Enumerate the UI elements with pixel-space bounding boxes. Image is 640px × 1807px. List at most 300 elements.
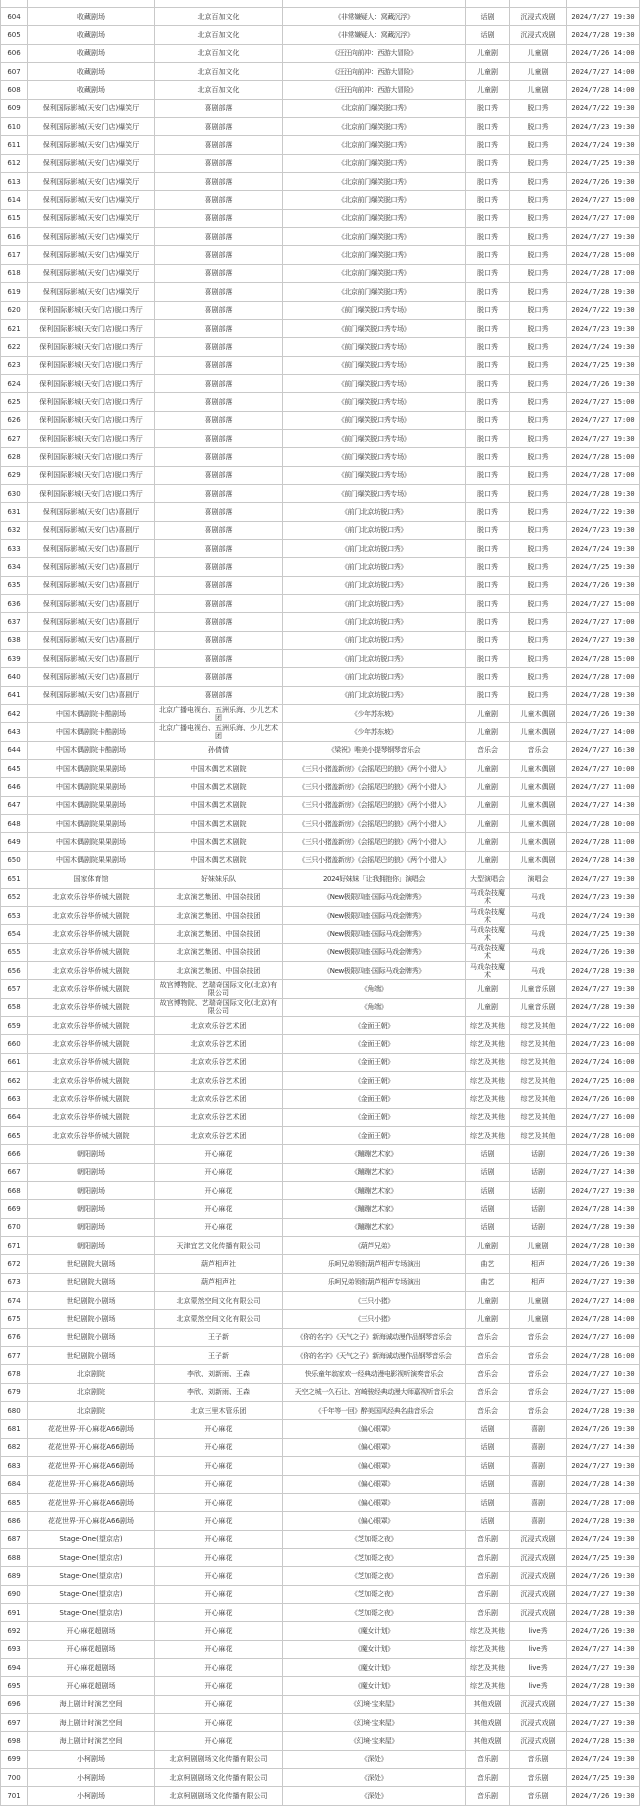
cell-type-text: 沉浸式戏剧 [520, 31, 556, 40]
cell-venue-text: 北京剧院 [77, 1406, 105, 1415]
cell-index-text: 674 [7, 1296, 21, 1305]
cell-venue-text: 保利国际影城(天安门店)脱口秀厅 [39, 361, 143, 370]
cell-organizer [155, 595, 283, 613]
cell-organizer-text: 北京广播电视台、五洲乐海、少儿艺术团 [159, 705, 278, 722]
cell-show [283, 246, 466, 264]
cell-category [466, 797, 510, 815]
cell-organizer [155, 870, 283, 888]
table-row [0, 778, 640, 796]
cell-category [466, 1549, 510, 1567]
cell-index [0, 8, 28, 26]
cell-organizer-text: 喜剧部落 [204, 196, 233, 205]
cell-organizer [155, 1732, 283, 1750]
cell-datetime-text: 2024/7/25 19:30 [571, 361, 635, 370]
cell-organizer [155, 210, 283, 228]
cell-show [283, 1769, 466, 1787]
table-row [0, 1549, 640, 1567]
table-row [0, 1072, 640, 1090]
cell-venue-text: Stage·One(望京店) [59, 1608, 123, 1617]
cell-category [466, 246, 510, 264]
cell-show-text: 《金面王朝》 [354, 1021, 394, 1030]
cell-index [0, 1751, 28, 1769]
cell-index [0, 925, 28, 943]
cell-show [283, 265, 466, 283]
cell-venue [28, 503, 155, 521]
table-row [0, 375, 640, 393]
cell-show-text: 《北京前门爆笑脱口秀》 [337, 251, 411, 260]
cell-show [283, 1641, 466, 1659]
cell-category-text: 脱口秀 [477, 159, 498, 168]
cell-index-text: 681 [7, 1425, 21, 1434]
table-row [0, 228, 640, 246]
cell-organizer [155, 283, 283, 301]
cell-show [283, 26, 466, 44]
cell-organizer [155, 1255, 283, 1273]
cell-organizer-text: 开心麻花 [204, 1626, 233, 1635]
cell-datetime [567, 1420, 640, 1438]
cell-index-text: 680 [7, 1406, 21, 1415]
cell-type-text: 脱口秀 [527, 691, 549, 700]
cell-category [466, 210, 510, 228]
cell-organizer [155, 1512, 283, 1530]
cell-category [466, 925, 510, 943]
cell-type [510, 1769, 567, 1787]
cell-index-text: 686 [7, 1516, 21, 1525]
cell-venue-text: 收藏剧场 [77, 49, 105, 58]
cell-organizer-text: 喜剧部落 [204, 416, 233, 425]
cell-show-text: 《千年等一回》醉美国风经典名曲音乐会 [314, 1406, 434, 1415]
cell-type-text: 脱口秀 [527, 471, 549, 480]
cell-organizer-text: 喜剧部落 [204, 471, 233, 480]
cell-datetime [567, 540, 640, 558]
cell-datetime [567, 1531, 640, 1549]
cell-venue-text: 北京欢乐谷华侨城大剧院 [52, 948, 130, 957]
table-row [0, 1402, 640, 1420]
table-row [0, 980, 640, 998]
cell-type-text: 儿童木偶剧 [520, 801, 556, 810]
cell-venue-text: Stage·One(望京店) [59, 1590, 123, 1599]
cell-type [510, 1402, 567, 1420]
cell-organizer-text: 开心麻花 [204, 1553, 233, 1562]
cell-venue-text: 国家体育馆 [73, 874, 109, 883]
cell-show-text: 《偏心眼罩》 [354, 1461, 394, 1470]
table-row [0, 1182, 640, 1200]
cell-venue-text: 保利国际影城(天安门店)爆笑厅 [42, 122, 140, 131]
cell-type-text: 脱口秀 [527, 489, 549, 498]
cell-category-text: 音乐剧 [477, 1773, 498, 1782]
cell-category-text: 脱口秀 [477, 342, 498, 351]
cell-category [466, 1347, 510, 1365]
cell-venue-text: 中国木偶剧院果果剧场 [56, 783, 126, 792]
cell-datetime [567, 155, 640, 173]
cell-index-text: 666 [7, 1149, 21, 1158]
cell-index [0, 540, 28, 558]
cell-datetime-text: 2024/7/23 19:30 [571, 526, 635, 535]
cell-organizer-text: 喜剧部落 [204, 159, 233, 168]
table-row [0, 742, 640, 760]
cell-show-text: 《北京前门爆笑脱口秀》 [337, 287, 411, 296]
cell-type-text: 综艺及其他 [520, 1113, 556, 1122]
cell-datetime-text: 2024/7/27 16:30 [571, 746, 635, 755]
cell-datetime-text: 2024/7/24 19:30 [571, 544, 635, 553]
cell-venue-text: 收藏剧场 [77, 31, 105, 40]
cell-organizer [155, 467, 283, 485]
cell-datetime [567, 1512, 640, 1530]
cell-index-text: 668 [7, 1186, 21, 1195]
cell-show-text: 《金面王朝》 [354, 1131, 394, 1140]
cell-index-text: 605 [7, 31, 21, 40]
cell-show [283, 1347, 466, 1365]
cell-organizer-text: 北京广播电视台、五洲乐海、少儿艺术团 [159, 724, 278, 741]
cell-type [510, 1567, 567, 1585]
table-row [0, 1677, 640, 1695]
cell-type [510, 1164, 567, 1182]
cell-datetime-text: 2024/7/27 19:30 [571, 874, 635, 883]
cell-category-text: 脱口秀 [477, 636, 498, 645]
cell-index-text: 623 [7, 361, 21, 370]
cell-show-text: 《三只小猪盖新房》《会摇尾巴的狼》《两个小猎人》 [298, 801, 450, 810]
cell-category-text: 话剧 [480, 1168, 495, 1177]
cell-category-text: 话剧 [480, 12, 495, 21]
cell-show-text: 《汪汪向前冲：西游大冒险》 [331, 49, 417, 58]
cell-organizer-text: 葫芦相声社 [201, 1278, 236, 1287]
cell-venue-text: 海上剧计时演艺空间 [59, 1718, 123, 1727]
cell-index-text: 643 [7, 728, 21, 737]
cell-category [466, 613, 510, 631]
cell-datetime-text: 2024/7/27 19:30 [571, 1590, 635, 1599]
cell-category [466, 889, 510, 907]
cell-show-text: 《New极限四座·国际马戏金牌秀》 [323, 893, 425, 902]
cell-datetime-text: 2024/7/25 19:30 [571, 1553, 635, 1562]
cell-category [466, 26, 510, 44]
cell-type-text: 脱口秀 [527, 214, 549, 223]
cell-category [466, 0, 510, 8]
cell-type-text: 脱口秀 [527, 251, 549, 260]
cell-show [283, 1182, 466, 1200]
cell-venue-text: Stage·One(望京店) [59, 1571, 123, 1580]
cell-organizer [155, 889, 283, 907]
cell-index-text: 655 [7, 948, 21, 957]
cell-datetime [567, 8, 640, 26]
cell-show-text: 《葫芦兄弟》 [354, 1241, 394, 1250]
cell-organizer [155, 173, 283, 191]
cell-organizer [155, 1164, 283, 1182]
table-row [0, 100, 640, 118]
cell-type-text: 脱口秀 [527, 636, 549, 645]
cell-index-text: 639 [7, 654, 21, 663]
cell-organizer [155, 833, 283, 851]
cell-organizer-text: 北京演艺集团、中国杂技团 [176, 929, 261, 938]
cell-venue-text: 朝阳剧场 [77, 1223, 105, 1232]
cell-show-text: 《前门爆笑脱口秀专场》 [337, 452, 411, 461]
cell-datetime-text: 2024/7/28 15:00 [571, 251, 635, 260]
cell-organizer-text: 喜剧部落 [204, 287, 233, 296]
cell-category-text: 话剧 [480, 1186, 495, 1195]
cell-organizer [155, 338, 283, 356]
cell-category [466, 1604, 510, 1622]
cell-show [283, 0, 466, 8]
cell-venue [28, 1549, 155, 1567]
cell-show [283, 412, 466, 430]
cell-category-text: 脱口秀 [477, 122, 498, 131]
cell-datetime-text: 2024/7/27 15:00 [571, 1388, 635, 1397]
cell-datetime-text: 2024/7/28 17:00 [571, 1498, 635, 1507]
cell-category-text: 脱口秀 [477, 177, 498, 186]
cell-show-text: 《前门北京坊脱口秀》 [341, 673, 407, 682]
cell-category-text: 音乐会 [477, 1406, 498, 1415]
cell-category-text: 儿童剧 [477, 838, 498, 847]
cell-category [466, 1292, 510, 1310]
cell-type [510, 1549, 567, 1567]
cell-index [0, 283, 28, 301]
cell-type-text: 音乐会 [527, 1406, 549, 1415]
cell-index [0, 1384, 28, 1402]
cell-datetime-text: 2024/7/27 15:00 [571, 599, 635, 608]
cell-organizer-text: 喜剧部落 [204, 654, 233, 663]
cell-datetime-text: 2024/7/27 19:30 [571, 1718, 635, 1727]
cell-organizer [155, 797, 283, 815]
cell-type [510, 1476, 567, 1494]
cell-type [510, 485, 567, 503]
cell-type [510, 1622, 567, 1640]
cell-datetime-text: 2024/7/27 16:00 [571, 1113, 635, 1122]
cell-type-text: 儿童剧 [527, 86, 549, 95]
cell-category [466, 173, 510, 191]
cell-datetime-text: 2024/7/27 11:00 [571, 783, 635, 792]
cell-datetime-text: 2024/7/27 15:30 [571, 1700, 635, 1709]
cell-index-text: 660 [7, 1039, 21, 1048]
cell-index [0, 1494, 28, 1512]
cell-datetime [567, 1696, 640, 1714]
cell-category [466, 1182, 510, 1200]
cell-show-text: 《梁祝》唯美小提琴钢琴音乐会 [327, 746, 421, 755]
cell-datetime-text: 2024/7/28 19:30 [571, 1406, 635, 1415]
cell-index-text: 627 [7, 434, 21, 443]
cell-type-text: 脱口秀 [527, 269, 549, 278]
cell-show [283, 1384, 466, 1402]
cell-index [0, 1732, 28, 1750]
table-row [0, 1494, 640, 1512]
cell-index-text: 675 [7, 1315, 21, 1324]
cell-category [466, 1127, 510, 1145]
cell-show [283, 155, 466, 173]
cell-venue-text: 花花世界·开心麻花A66剧场 [48, 1516, 134, 1525]
cell-index [0, 485, 28, 503]
cell-organizer [155, 357, 283, 375]
cell-category-text: 儿童剧 [477, 1296, 498, 1305]
cell-category [466, 1090, 510, 1108]
cell-category-text: 儿童剧 [477, 984, 498, 993]
cell-type-text: 脱口秀 [527, 526, 549, 535]
cell-type-text: 音乐剧 [527, 1773, 549, 1782]
cell-show [283, 925, 466, 943]
cell-type [510, 1420, 567, 1438]
cell-organizer-text: 喜剧部落 [204, 526, 233, 535]
cell-show-text: 《前门爆笑脱口秀专场》 [337, 489, 411, 498]
cell-organizer [155, 136, 283, 154]
cell-venue [28, 1054, 155, 1072]
cell-show [283, 448, 466, 466]
cell-venue [28, 1255, 155, 1273]
cell-datetime-text: 2024/7/28 16:00 [571, 1131, 635, 1140]
cell-show [283, 45, 466, 63]
cell-datetime [567, 613, 640, 631]
cell-category [466, 1310, 510, 1328]
cell-organizer-text: 开心麻花 [204, 1516, 233, 1525]
cell-organizer [155, 246, 283, 264]
cell-venue [28, 889, 155, 907]
cell-show [283, 467, 466, 485]
cell-category [466, 944, 510, 962]
cell-venue [28, 1292, 155, 1310]
cell-venue-text: 世纪剧院小剧场 [66, 1333, 116, 1342]
cell-show-text: 《前门北京坊脱口秀》 [341, 654, 407, 663]
cell-type-text: 脱口秀 [527, 177, 549, 186]
cell-type [510, 595, 567, 613]
cell-type [510, 558, 567, 576]
cell-index-text: 630 [7, 489, 21, 498]
cell-index [0, 1127, 28, 1145]
cell-venue [28, 1035, 155, 1053]
cell-category [466, 448, 510, 466]
cell-index-text: 635 [7, 581, 21, 590]
cell-show-text: 《New极限四座·国际马戏金牌秀》 [323, 966, 425, 975]
cell-index [0, 1109, 28, 1127]
cell-show-text: 《前门爆笑脱口秀专场》 [337, 379, 411, 388]
cell-organizer [155, 118, 283, 136]
cell-index [0, 448, 28, 466]
cell-venue-text: 花花世界·开心麻花A66剧场 [48, 1461, 134, 1470]
cell-venue-text: 保利国际影城(天安门店)爆笑厅 [42, 269, 140, 278]
cell-show-text: 《你的名字》《天气之子》新海诚动漫作品钢琴音乐会 [296, 1351, 452, 1360]
cell-venue-text: 世纪剧院小剧场 [66, 1296, 116, 1305]
cell-type [510, 1035, 567, 1053]
table-row [0, 1200, 640, 1218]
cell-show-text: 2024好妹妹「让我拥抱你」演唱会 [322, 874, 425, 883]
cell-show [283, 1017, 466, 1035]
cell-datetime [567, 81, 640, 99]
cell-venue [28, 283, 155, 301]
cell-show-text: 《偏心眼罩》 [354, 1425, 394, 1434]
cell-index-text: 641 [7, 691, 21, 700]
cell-datetime [567, 45, 640, 63]
cell-show-text: 天空之城一久石让、宫崎骏经典动漫大师嘉视听音乐会 [294, 1388, 454, 1397]
cell-index [0, 760, 28, 778]
cell-category-text: 马戏杂技魔术 [470, 944, 505, 961]
cell-index-text: 611 [7, 141, 21, 150]
cell-category-text: 综艺及其他 [470, 1039, 505, 1048]
table-row [0, 999, 640, 1017]
cell-index [0, 1677, 28, 1695]
cell-show-text: 《角端》 [360, 984, 388, 993]
cell-type-text: live秀 [528, 1663, 548, 1672]
cell-category-text: 儿童剧 [477, 801, 498, 810]
cell-venue-text: 保利国际影城(天安门店)喜剧厅 [42, 691, 140, 700]
cell-category [466, 357, 510, 375]
table-row [0, 522, 640, 540]
cell-show-text: 《蹦蹦艺术家》 [350, 1168, 398, 1177]
cell-category-text: 马戏杂技魔术 [470, 925, 505, 942]
cell-datetime [567, 1365, 640, 1383]
cell-type [510, 778, 567, 796]
cell-show [283, 1622, 466, 1640]
cell-index [0, 1274, 28, 1292]
cell-datetime [567, 1145, 640, 1163]
cell-type [510, 1292, 567, 1310]
cell-datetime [567, 100, 640, 118]
cell-datetime [567, 687, 640, 705]
cell-organizer [155, 1622, 283, 1640]
cell-index-text: 610 [7, 122, 21, 131]
cell-venue-text: 保利国际影城(天安门店)喜剧厅 [42, 636, 140, 645]
cell-datetime [567, 833, 640, 851]
cell-organizer-text: 李欣、刘新雨、王森 [187, 1388, 250, 1397]
cell-datetime-text: 2024/7/28 19:30 [571, 691, 635, 700]
cell-venue [28, 412, 155, 430]
cell-category-text: 音乐会 [477, 1333, 498, 1342]
cell-category [466, 668, 510, 686]
cell-show [283, 320, 466, 338]
cell-index-text: 698 [7, 1736, 21, 1745]
cell-venue [28, 1420, 155, 1438]
cell-category-text: 脱口秀 [477, 618, 498, 627]
cell-datetime [567, 925, 640, 943]
cell-type-text: 脱口秀 [527, 324, 549, 333]
cell-category [466, 1769, 510, 1787]
cell-organizer [155, 8, 283, 26]
cell-category-text: 综艺及其他 [470, 1094, 505, 1103]
cell-organizer [155, 668, 283, 686]
cell-show-text: 《三只小猪盖新房》《会摇尾巴的狼》《两个小猎人》 [298, 783, 450, 792]
cell-category [466, 1622, 510, 1640]
cell-show [283, 815, 466, 833]
cell-type-text: 脱口秀 [527, 342, 549, 351]
cell-index-text: 631 [7, 507, 21, 516]
cell-organizer [155, 1604, 283, 1622]
cell-datetime-text: 2024/7/28 10:00 [571, 819, 635, 828]
cell-category-text: 其他戏剧 [473, 1736, 502, 1745]
cell-show-text: 《幻境·宝来屋》 [349, 1736, 399, 1745]
cell-organizer [155, 577, 283, 595]
cell-datetime-text: 2024/7/22 19:30 [571, 507, 635, 516]
cell-organizer [155, 430, 283, 448]
cell-datetime-text: 2024/7/23 16:00 [571, 1039, 635, 1048]
cell-type [510, 1641, 567, 1659]
cell-type-text: 喜剧 [531, 1480, 545, 1489]
cell-organizer [155, 503, 283, 521]
cell-show [283, 1531, 466, 1549]
table-row [0, 1347, 640, 1365]
cell-organizer-text: 李欣、刘新雨、王森 [187, 1370, 250, 1379]
cell-show [283, 668, 466, 686]
cell-type [510, 540, 567, 558]
table-row [0, 1732, 640, 1750]
cell-category [466, 1586, 510, 1604]
cell-category [466, 485, 510, 503]
cell-type-text: 马戏 [531, 911, 545, 920]
cell-type-text: 音乐剧 [527, 1755, 549, 1764]
cell-type [510, 944, 567, 962]
cell-type [510, 687, 567, 705]
cell-type-text: 音乐会 [527, 1370, 549, 1379]
cell-show [283, 778, 466, 796]
cell-show-text: 《前门北京坊脱口秀》 [341, 636, 407, 645]
cell-datetime [567, 1237, 640, 1255]
cell-venue [28, 705, 155, 723]
cell-show [283, 1457, 466, 1475]
cell-type-text: 脱口秀 [527, 232, 549, 241]
cell-organizer-text: 开心麻花 [204, 1645, 233, 1654]
